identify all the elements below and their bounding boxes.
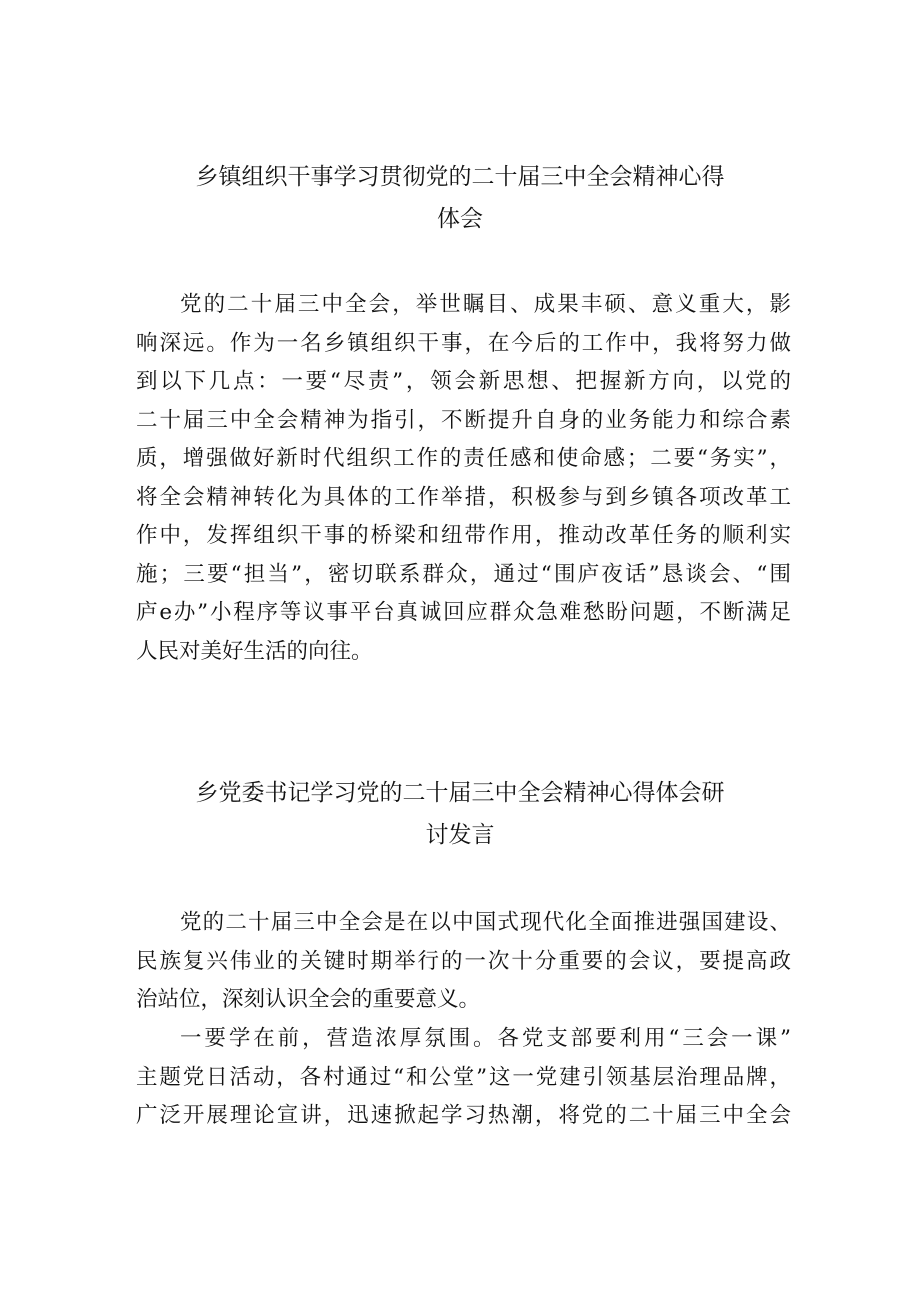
- paragraph-line: 将全会精神转化为具体的工作举措，积极参与到乡镇各项改革工: [136, 484, 791, 510]
- section2-title: [140, 772, 780, 856]
- paragraph-line: 党的二十届三中全会，举世瞩目、成果丰硕、意义重大，影: [180, 292, 791, 317]
- paragraph-line: 质，增强做好新时代组织工作的责任感和使命感；二要“务实”，: [136, 446, 791, 471]
- paragraph-line: 一要学在前，营造浓厚氛围。各党支部要利用“三会一课”: [180, 1026, 791, 1051]
- section1-title-line2: 体会: [437, 206, 483, 232]
- section1-title: [140, 156, 780, 240]
- paragraph-line: 党的二十届三中全会是在以中国式现代化全面推进强国建设、: [180, 910, 791, 935]
- paragraph-line: 施；三要“担当”，密切联系群众，通过“围庐夜话”恳谈会、“围: [136, 561, 791, 587]
- paragraph-line: 主题党日活动，各村通过“和公堂”这一党建引领基层治理品牌，: [136, 1064, 791, 1090]
- paragraph-line: 到以下几点：一要“尽责”，领会新思想、把握新方向，以党的: [136, 369, 791, 394]
- section2-title-line1: 乡党委书记学习党的二十届三中全会精神心得体会研: [195, 780, 725, 806]
- section1-title-line1: 乡镇组织干事学习贯彻党的二十届三中全会精神心得: [195, 164, 725, 190]
- paragraph-line: 响深远。作为一名乡镇组织干事，在今后的工作中，我将努力做: [136, 330, 791, 356]
- section2-paragraph-1: [136, 904, 791, 1020]
- paragraph-line: 作中，发挥组织干事的桥梁和纽带作用，推动改革任务的顺利实: [136, 523, 791, 548]
- section2-paragraph-2: [136, 1020, 791, 1136]
- paragraph-line: 治站位，深刻认识全会的重要意义。: [136, 987, 481, 1012]
- paragraph-line: 人民对美好生活的向往。: [136, 638, 373, 664]
- paragraph-line: 二十届三中全会精神为指引，不断提升自身的业务能力和综合素: [136, 407, 791, 433]
- section1-paragraph: [136, 286, 791, 671]
- paragraph-line: 广泛开展理论宣讲，迅速掀起学习热潮，将党的二十届三中全会: [136, 1103, 791, 1128]
- section2-title-line2: 讨发言: [425, 822, 495, 848]
- paragraph-line: 民族复兴伟业的关键时期举行的一次十分重要的会议，要提高政: [136, 948, 791, 974]
- paragraph-line: 庐e办”小程序等议事平台真诚回应群众急难愁盼问题，不断满足: [136, 600, 791, 625]
